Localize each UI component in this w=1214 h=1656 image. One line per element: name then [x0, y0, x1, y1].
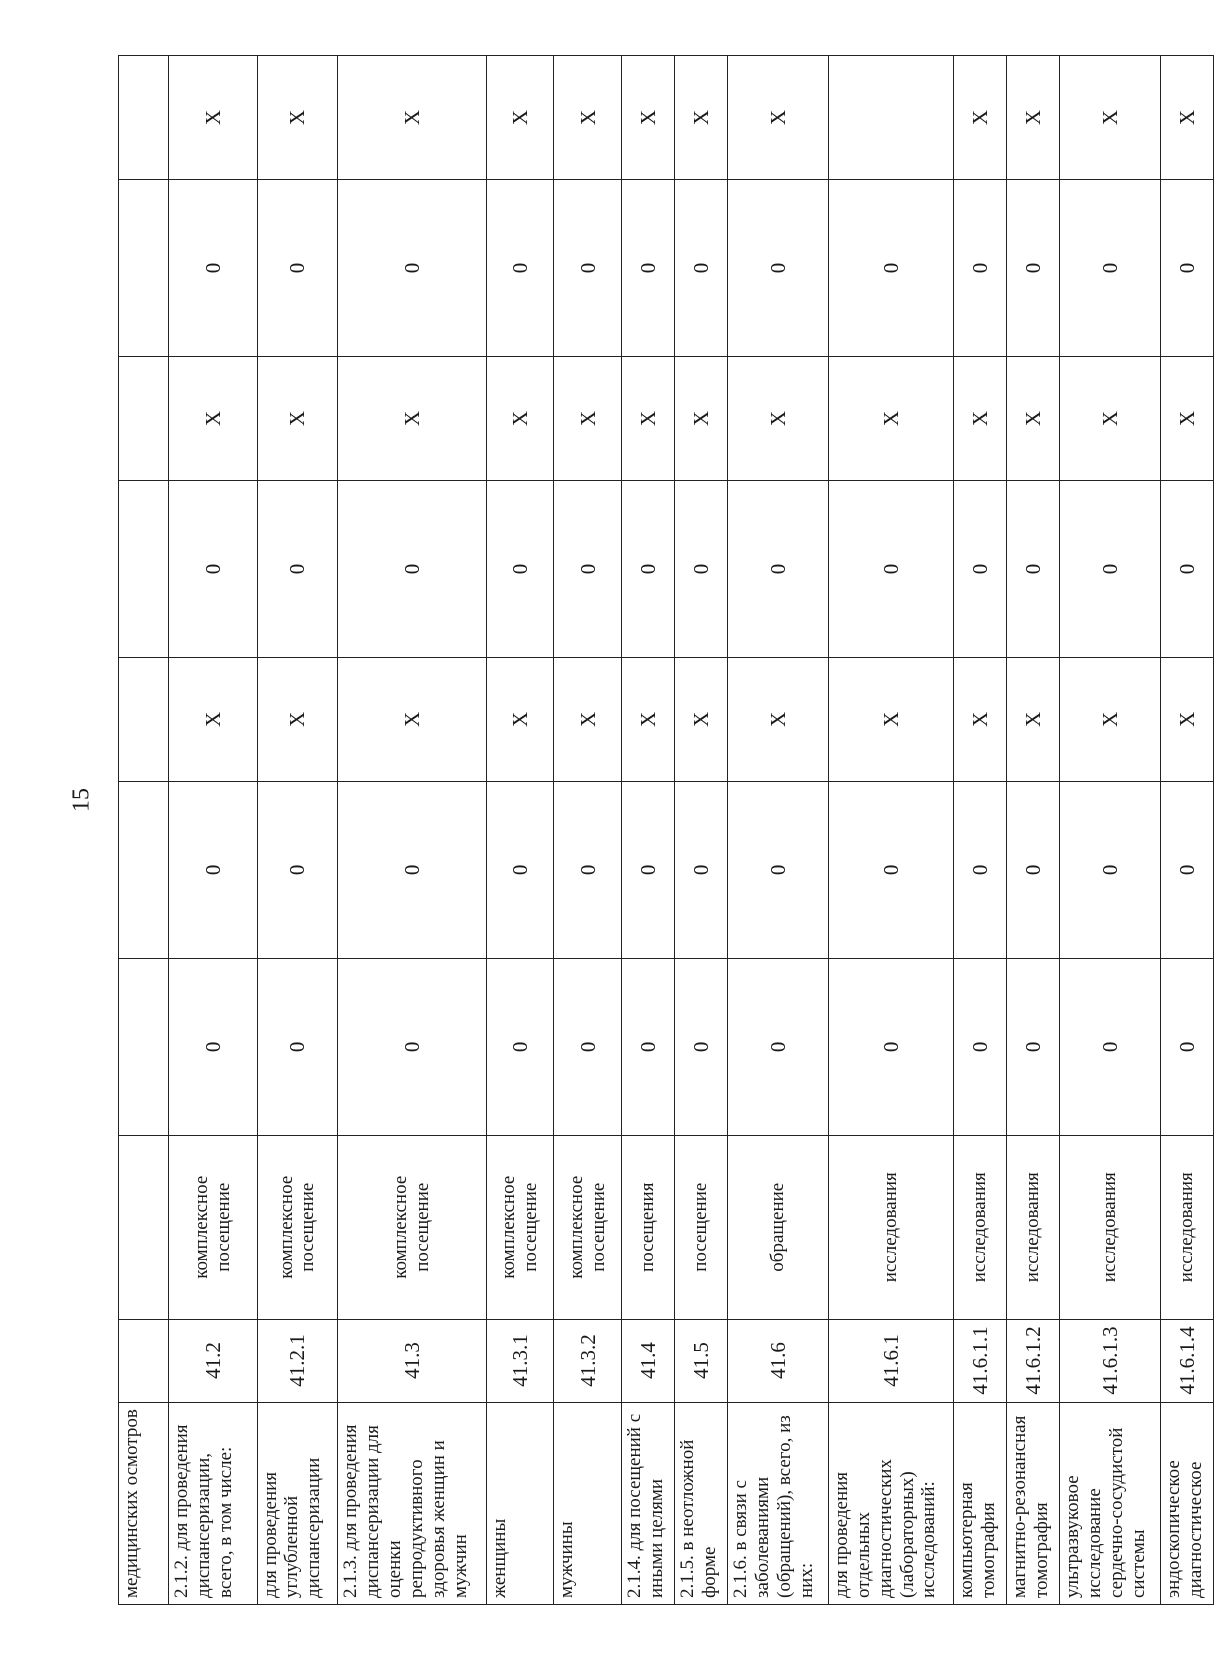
row-value-4: 0 — [1006, 480, 1059, 657]
row-value-6: 0 — [1059, 180, 1160, 357]
row-value-5: X — [1059, 357, 1160, 481]
table-row — [829, 56, 954, 1605]
row-unit: обращение — [728, 1135, 829, 1319]
row-value-7 — [829, 56, 954, 180]
row-value-1: 0 — [1059, 958, 1160, 1135]
table-row — [119, 56, 169, 1605]
row-value-7: X — [622, 56, 675, 180]
row-name: для проведения углубленной диспансеризации — [257, 1402, 338, 1604]
row-value-2: 0 — [953, 781, 1006, 958]
row-value-7: X — [169, 56, 257, 180]
row-value-4: 0 — [728, 480, 829, 657]
row-code: 41.5 — [675, 1319, 728, 1402]
row-name: 2.1.6. в связи с заболеваниями (обращений), всего, из них: — [728, 1402, 829, 1604]
row-value-5: X — [1160, 357, 1213, 481]
row-code: 41.6.1.1 — [953, 1319, 1006, 1402]
row-code: 41.6 — [728, 1319, 829, 1402]
row-value-3: X — [1059, 657, 1160, 781]
row-value-5: X — [486, 357, 554, 481]
row-value-7: X — [554, 56, 622, 180]
row-value-4: 0 — [169, 480, 257, 657]
row-value-6: 0 — [622, 180, 675, 357]
row-value-6: 0 — [675, 180, 728, 357]
row-value-1: 0 — [622, 958, 675, 1135]
row-value-1: 0 — [728, 958, 829, 1135]
row-code: 41.2 — [169, 1319, 257, 1402]
row-code: 41.6.1.3 — [1059, 1319, 1160, 1402]
row-value-5: X — [622, 357, 675, 481]
table-row — [622, 56, 675, 1605]
row-value-3: X — [728, 657, 829, 781]
row-value-6: 0 — [1160, 180, 1213, 357]
row-value-4: 0 — [257, 480, 338, 657]
row-value-4: 0 — [338, 480, 486, 657]
row-name: эндоскопическое диагностическое — [1160, 1402, 1213, 1604]
row-value-7: X — [1059, 56, 1160, 180]
row-name: для проведения отдельных диагностических (лабораторных) исследований: — [829, 1402, 954, 1604]
table-row — [1059, 56, 1160, 1605]
table-row — [1160, 56, 1213, 1605]
row-value-1: 0 — [1160, 958, 1213, 1135]
row-name: 2.1.4. для посещений с иными целями — [622, 1402, 675, 1604]
row-value-2: 0 — [1006, 781, 1059, 958]
row-unit — [119, 1135, 169, 1319]
row-value-3: X — [622, 657, 675, 781]
table-row — [486, 56, 554, 1605]
row-value-7: X — [1160, 56, 1213, 180]
row-value-5: X — [257, 357, 338, 481]
row-value-6: 0 — [1006, 180, 1059, 357]
row-value-7: X — [338, 56, 486, 180]
table-row — [953, 56, 1006, 1605]
row-value-4 — [119, 480, 169, 657]
row-value-4: 0 — [829, 480, 954, 657]
row-value-1: 0 — [675, 958, 728, 1135]
row-value-3: X — [169, 657, 257, 781]
row-value-4: 0 — [622, 480, 675, 657]
row-value-6: 0 — [169, 180, 257, 357]
row-value-2 — [119, 781, 169, 958]
row-name: мужчины — [554, 1402, 622, 1604]
row-value-4: 0 — [953, 480, 1006, 657]
row-value-3: X — [1160, 657, 1213, 781]
row-value-6: 0 — [338, 180, 486, 357]
row-value-2: 0 — [1160, 781, 1213, 958]
row-name: магнитно-резонансная томография — [1006, 1402, 1059, 1604]
row-value-4: 0 — [1160, 480, 1213, 657]
row-value-1: 0 — [953, 958, 1006, 1135]
row-value-3: X — [338, 657, 486, 781]
row-value-5: X — [953, 357, 1006, 481]
row-value-6 — [119, 180, 169, 357]
row-value-3 — [119, 657, 169, 781]
row-unit: исследования — [829, 1135, 954, 1319]
row-value-5: X — [728, 357, 829, 481]
row-value-1: 0 — [338, 958, 486, 1135]
row-name: женщины — [486, 1402, 554, 1604]
row-value-3: X — [675, 657, 728, 781]
row-value-7: X — [257, 56, 338, 180]
row-unit: комплексное посещение — [554, 1135, 622, 1319]
row-value-2: 0 — [622, 781, 675, 958]
row-value-2: 0 — [675, 781, 728, 958]
row-name: ультразвуковое исследование сердечно-сосудистой системы — [1059, 1402, 1160, 1604]
table-row — [338, 56, 486, 1605]
row-value-7: X — [1006, 56, 1059, 180]
row-value-2: 0 — [169, 781, 257, 958]
row-unit: комплексное посещение — [338, 1135, 486, 1319]
row-value-1: 0 — [169, 958, 257, 1135]
row-value-1: 0 — [1006, 958, 1059, 1135]
row-value-1: 0 — [257, 958, 338, 1135]
row-value-3: X — [1006, 657, 1059, 781]
row-value-4: 0 — [675, 480, 728, 657]
row-value-4: 0 — [486, 480, 554, 657]
row-value-4: 0 — [1059, 480, 1160, 657]
row-value-2: 0 — [829, 781, 954, 958]
row-value-7: X — [728, 56, 829, 180]
row-unit: исследования — [1006, 1135, 1059, 1319]
row-code — [119, 1319, 169, 1402]
row-value-7: X — [486, 56, 554, 180]
table-row — [1006, 56, 1059, 1605]
row-value-1: 0 — [829, 958, 954, 1135]
row-code: 41.6.1 — [829, 1319, 954, 1402]
row-value-3: X — [486, 657, 554, 781]
row-unit: посещение — [675, 1135, 728, 1319]
table-row — [675, 56, 728, 1605]
row-code: 41.4 — [622, 1319, 675, 1402]
row-unit: комплексное посещение — [169, 1135, 257, 1319]
table-container — [118, 55, 1214, 1605]
row-value-3: X — [953, 657, 1006, 781]
row-value-5: X — [554, 357, 622, 481]
row-value-5: X — [829, 357, 954, 481]
table-row — [169, 56, 257, 1605]
row-value-6: 0 — [728, 180, 829, 357]
row-name: 2.1.3. для проведения диспансеризации для оценки репродуктивного здоровья женщин и мужчин — [338, 1402, 486, 1604]
row-value-2: 0 — [1059, 781, 1160, 958]
row-value-6: 0 — [257, 180, 338, 357]
row-code: 41.3.1 — [486, 1319, 554, 1402]
row-value-1: 0 — [486, 958, 554, 1135]
row-code: 41.2.1 — [257, 1319, 338, 1402]
row-value-5: X — [169, 357, 257, 481]
row-code: 41.6.1.2 — [1006, 1319, 1059, 1402]
row-name: компьютерная томография — [953, 1402, 1006, 1604]
row-value-7: X — [675, 56, 728, 180]
row-code: 41.3.2 — [554, 1319, 622, 1402]
row-value-6: 0 — [829, 180, 954, 357]
table-row — [728, 56, 829, 1605]
row-value-3: X — [257, 657, 338, 781]
row-code: 41.6.1.4 — [1160, 1319, 1213, 1402]
row-name: медицинских осмотров — [119, 1402, 169, 1604]
row-value-5 — [119, 357, 169, 481]
row-unit: комплексное посещение — [486, 1135, 554, 1319]
table-row — [257, 56, 338, 1605]
data-table — [118, 55, 1214, 1605]
row-value-5: X — [338, 357, 486, 481]
row-value-3: X — [829, 657, 954, 781]
row-value-7 — [119, 56, 169, 180]
row-name: 2.1.5. в неотложной форме — [675, 1402, 728, 1604]
row-value-2: 0 — [338, 781, 486, 958]
row-value-2: 0 — [257, 781, 338, 958]
row-value-1: 0 — [554, 958, 622, 1135]
row-value-2: 0 — [554, 781, 622, 958]
row-value-3: X — [554, 657, 622, 781]
row-unit: комплексное посещение — [257, 1135, 338, 1319]
row-unit: исследования — [1059, 1135, 1160, 1319]
row-unit: исследования — [953, 1135, 1006, 1319]
row-value-2: 0 — [728, 781, 829, 958]
row-value-6: 0 — [554, 180, 622, 357]
row-value-2: 0 — [486, 781, 554, 958]
row-value-6: 0 — [953, 180, 1006, 357]
row-value-5: X — [1006, 357, 1059, 481]
row-value-4: 0 — [554, 480, 622, 657]
row-value-1 — [119, 958, 169, 1135]
row-value-5: X — [675, 357, 728, 481]
row-code: 41.3 — [338, 1319, 486, 1402]
row-unit: посещения — [622, 1135, 675, 1319]
row-name: 2.1.2. для проведения диспансеризации, всего, в том числе: — [169, 1402, 257, 1604]
page-number: 15 — [68, 788, 95, 812]
row-value-6: 0 — [486, 180, 554, 357]
row-unit: исследования — [1160, 1135, 1213, 1319]
table-row — [554, 56, 622, 1605]
row-value-7: X — [953, 56, 1006, 180]
